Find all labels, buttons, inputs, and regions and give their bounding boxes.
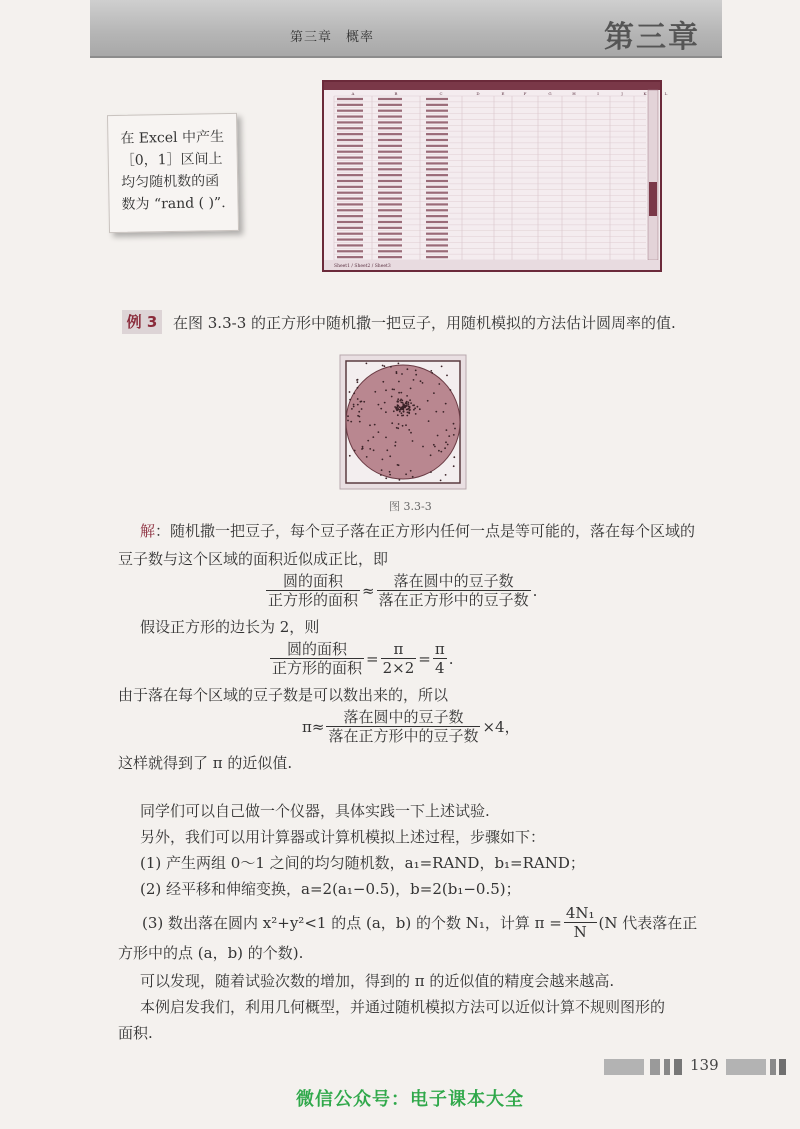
solution-line-3: 假设正方形的边长为 2，则 — [140, 618, 320, 636]
chapter-tab: 第三章 — [604, 20, 700, 55]
solution-line-2: 豆子数与这个区域的面积近似成正比，即 — [118, 550, 389, 568]
solution-label: 解 — [140, 522, 156, 540]
excel-screenshot — [322, 80, 668, 272]
formula-ratio: $\frac{\text{圆的面积}}{\text{正方形的面积}}$ ≈ $\frac{\text{落在圆中的豆子数}}{\text{落在正方形中的豆子数}}$ . — [268, 572, 538, 609]
page-decoration-right — [726, 1057, 786, 1077]
page-number: 139 — [690, 1056, 719, 1074]
svg-text:F: F — [523, 91, 527, 96]
solution-line-4: 由于落在每个区域的豆子数是可以数出来的，所以 — [118, 686, 449, 704]
watermark-text: 微信公众号：电子课本大全 — [296, 1089, 524, 1110]
example-text: 在图 3.3-3 的正方形中随机撒一把豆子，用随机模拟的方法估计圆周率的值. — [173, 314, 676, 332]
svg-text:C: C — [439, 91, 443, 96]
figure-caption: 图 3.3-3 — [389, 500, 432, 513]
solution-line-1: 解：随机撒一把豆子，每个豆子落在正方形内任何一点是等可能的，落在每个区域的 — [140, 522, 696, 540]
spreadsheet-grid — [324, 82, 668, 270]
solution-line-5: 这样就得到了 π 的近似值. — [118, 754, 293, 772]
paragraph-3: 可以发现，随着试验次数的增加，得到的 π 的近似值的精度会越来越高. — [140, 972, 615, 990]
svg-text:L: L — [664, 91, 668, 96]
paragraph-2: 另外，我们可以用计算器或计算机模拟上述过程，步骤如下： — [140, 828, 546, 846]
paragraph-4: 本例启发我们，利用几何概型，并通过随机模拟方法可以近似计算不规则图形的 — [140, 998, 666, 1016]
step-3: (3) 数出落在圆内 x²+y²<1 的点 (a，b) 的个数 N₁，计算 π = $\frac{\text{4N₁}}{N}$ (N 代表落在正 — [142, 904, 698, 941]
paragraph-1: 同学们可以自己做一个仪器，具体实践一下上述试验. — [140, 802, 490, 820]
svg-text:K: K — [643, 91, 647, 96]
svg-text:I: I — [597, 91, 599, 96]
svg-text:G: G — [548, 91, 552, 96]
svg-text:A: A — [351, 91, 355, 96]
svg-text:E: E — [501, 91, 505, 96]
paragraph-5: 面积. — [118, 1024, 153, 1042]
svg-text:J: J — [621, 91, 623, 96]
svg-text:H: H — [572, 91, 576, 96]
side-note-text: 在 Excel 中产生［0，1］区间上均匀随机数的函数为 “rand ( )”. — [120, 129, 226, 213]
page-decoration-left — [604, 1057, 682, 1077]
example-label: 例 3 — [122, 310, 162, 334]
figure-circle-in-square — [340, 355, 466, 489]
step-1: (1) 产生两组 0～1 之间的均匀随机数，a₁=RAND，b₁=RAND； — [140, 854, 585, 872]
svg-text:B: B — [394, 91, 398, 96]
formula-pi-estimate: π≈ $\frac{\text{落在圆中的豆子数}}{\text{落在正方形中的豆子数}}$ ×4， — [302, 708, 520, 745]
formula-area-ratio: $\frac{\text{圆的面积}}{\text{正方形的面积}}$ = $\frac{\pi}{2\times 2}$ = $\frac{\pi}{4}$ . — [272, 640, 454, 677]
running-title: 第三章 概率 — [290, 30, 375, 45]
svg-text:Sheet1 / Sheet2 / Sheet3: Sheet1 / Sheet2 / Sheet3 — [334, 264, 391, 269]
side-note-card — [107, 113, 239, 233]
svg-text:D: D — [476, 91, 480, 96]
step-2: (2) 经平移和伸缩变换，a=2(a₁−0.5)，b=2(b₁−0.5)； — [140, 880, 521, 898]
step-3-continued: 方形中的点 (a，b) 的个数). — [118, 944, 304, 962]
